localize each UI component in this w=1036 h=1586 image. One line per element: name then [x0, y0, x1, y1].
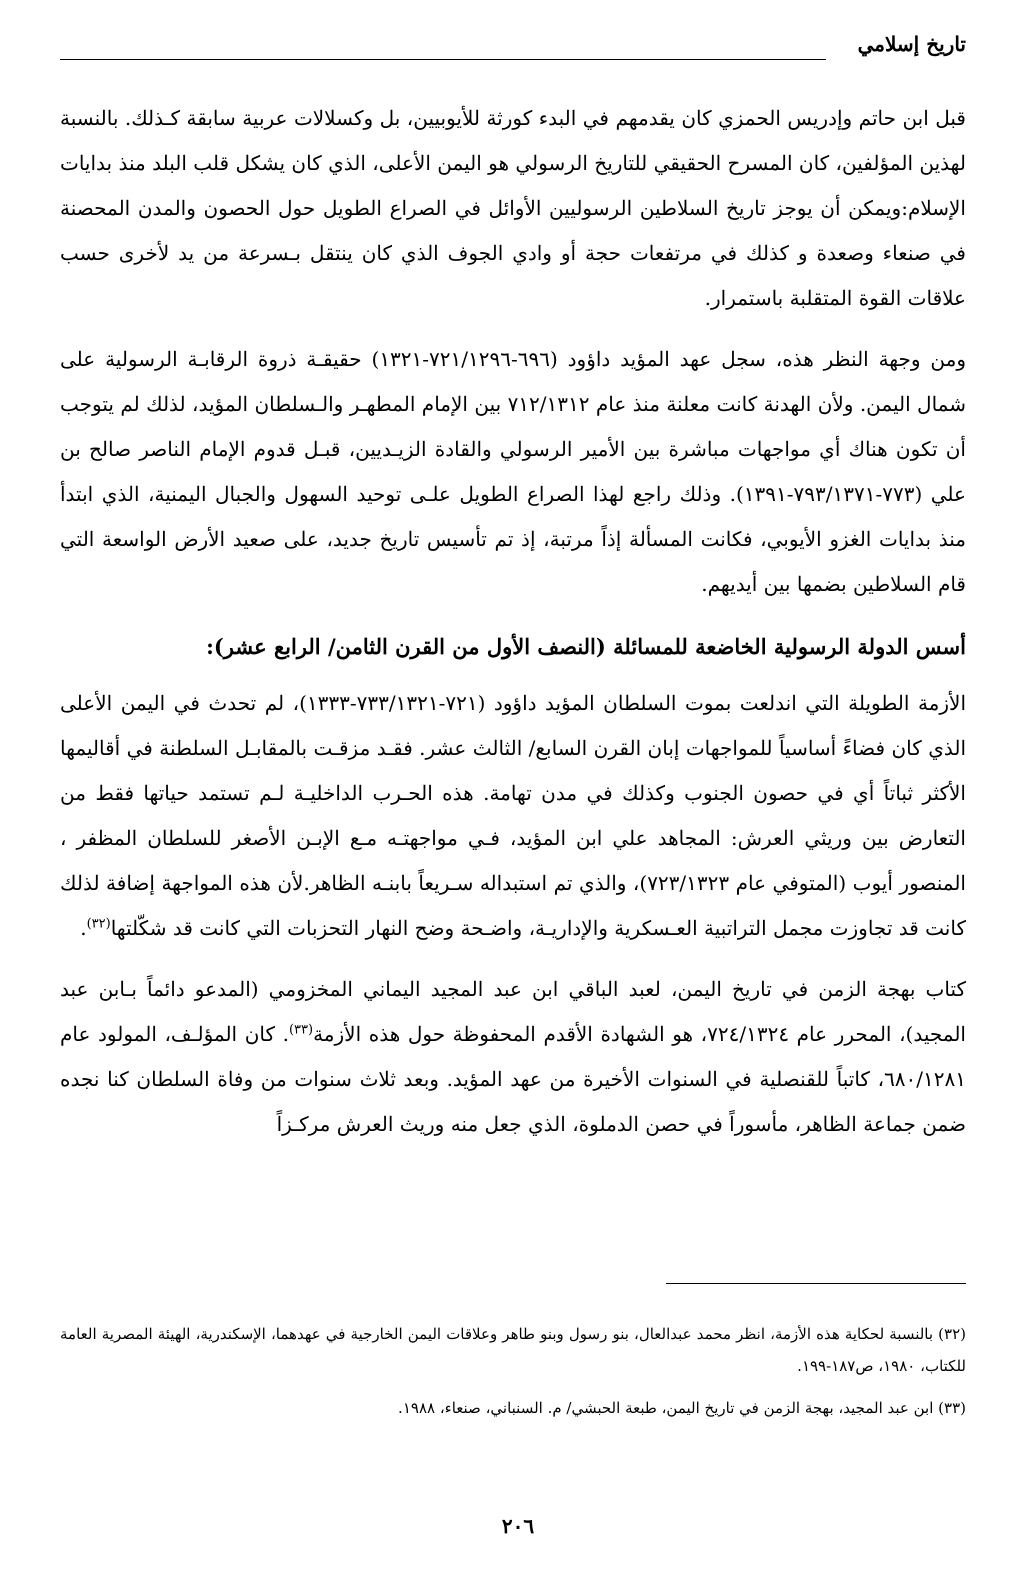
section-heading: أسس الدولة الرسولية الخاضعة للمسائلة (النصف الأول من القرن الثامن/ الرابع عشر): [206, 634, 966, 659]
running-header [60, 22, 966, 66]
footnote-32: (٣٢) بالنسبة لحكاية هذه الأزمة، انظر محمد عبدالعال، بنو رسول وبنو طاهر وعلاقات اليمن الخارجية في عهدهما، الإسكندرية، الهيئة المصرية العامة للكتاب، ١٩٨٠، ص١٨٧-١٩٩. [60, 1325, 966, 1375]
paragraph-2: ومن وجهة النظر هذه، سجل عهد المؤيد داؤود (٦٩٦-٧٢١/١٢٩٦-١٣٢١) حقيقـة ذروة الرقابـة الرسولية على شمال اليمن. ولأن الهدنة كانت معلنة منذ عام ٧١٢/١٣١٢ بين الإمام المطهـر والـسلطان المؤيد، لذلك لم يتوجب أن تكون هناك أي مواجهات مباشرة بين الأمير الرسولي والقادة الزيـديين، قبـل قدوم الإمام الناصر صالح بن علي (٧٧٣-٧٩٣/١٣٧١-١٣٩١). وذلك راجع لهذا الصراع الطويل علـى توحيد السهول والجبال اليمنية، الذي ابتدأ منذ بدايات الغزو الأيوبي، فكانت المسألة إذاً مرتبة، إذ تم تأسيس تاريخ جديد، على صعيد الأرض الواسعة التي قام السلاطين بضمها بين أيديهم. [60, 347, 966, 596]
footnote-rule [666, 1283, 966, 1284]
paragraph-1: قبل ابن حاتم وإدريس الحمزي كان يقدمهم في البدء كورثة للأيوبيين، بل وكسلالات عربية سابقة كـذلك. بالنسبة لهذين المؤلفين، كان المسرح الحقيقي للتاريخ الرسولي هو اليمن الأعلى، الذي كان يشكل قلب البلد منذ بدايات الإسلام:ويمكن أن يوجز تاريخ السلاطين الرسوليين الأوائل في الصراع الطويل حول الحصون والمدن المحصنة في صنعاء وصعدة و كذلك في مرتفعات حجة أو وادي الجوف الذي كان ينتقل بـسرعة من يد لأخرى حسب علاقات القوة المتقلبة باستمرار. [60, 106, 966, 310]
paragraph-4 [60, 967, 966, 1147]
page-number: ٢٠٦ [501, 1514, 535, 1538]
paragraph-4-text-before: كتاب بهجة الزمن في تاريخ اليمن، لعبد الباقي ابن عبد المجيد اليماني المخزومي (المدعو دائماً بـابن عبد المجيد)، المحرر عام ٧٢٤/١٣٢٤، هو الشهادة الأقدم المحفوظة حول هذه الأزمة [60, 977, 966, 1046]
footnotes [60, 1318, 966, 1434]
paragraph-3-text: الأزمة الطويلة التي اندلعت بموت السلطان المؤيد داؤود (٧٢١-٧٣٣/١٣٢١-١٣٣٣)، لم تحدث في اليمن الأعلى الذي كان فضاءً أساسياً للمواجهات إبان القرن السابع/ الثالث عشر. فقـد مزقـت بالمقابـل السلطنة في أقاليمها الأكثر ثباتاً أي في حصون الجنوب وكذلك في مدن تهامة. هذه الحـرب الداخليـة لـم تستمد حياتها فقط من التعارض بين وريثي العرش: المجاهد علي ابن المؤيد، فـي مواجهتـه مـع الإبـن الأصغر للسلطان المظفر ، المنصور أيوب (المتوفي عام ٧٢٣/١٣٢٣)، والذي تم استبداله سـريعاً بابنـه الظاهر.لأن هذه المواجهة إضافة لذلك كانت قد تجاوزت مجمل التراتبية العـسكرية والإداريـة، واضـحة وضح النهار التحزبات التي كانت قد شكّلتها [60, 691, 966, 940]
body-text [60, 96, 966, 1163]
footnote-33: (٣٣) ابن عبد المجيد، بهجة الزمن في تاريخ اليمن، طبعة الحبشي/ م. السنباني، صنعاء، ١٩٨٨. [398, 1399, 966, 1417]
header-rule [60, 59, 826, 60]
running-title: تاريخ إسلامي [857, 32, 966, 56]
paragraph-4-text-after: . كان المؤلـف، المولود عام ٦٨٠/١٢٨١، كاتباً للقنصلية في السنوات الأخيرة من عهد المؤيد. وبعد ثلاث سنوات من وفاة السلطان كنا نجده ضمن جماعة الظاهر، مأسوراً في حصن الدملوة، الذي جعل منه وريث العرش مركـزاً [60, 1022, 966, 1136]
paragraph-3-end: . [80, 916, 87, 940]
paragraph-3 [60, 681, 966, 951]
footnote-ref-33[interactable]: (٣٣) [288, 1022, 314, 1038]
footnote-ref-32[interactable]: (٣٢) [86, 916, 111, 932]
